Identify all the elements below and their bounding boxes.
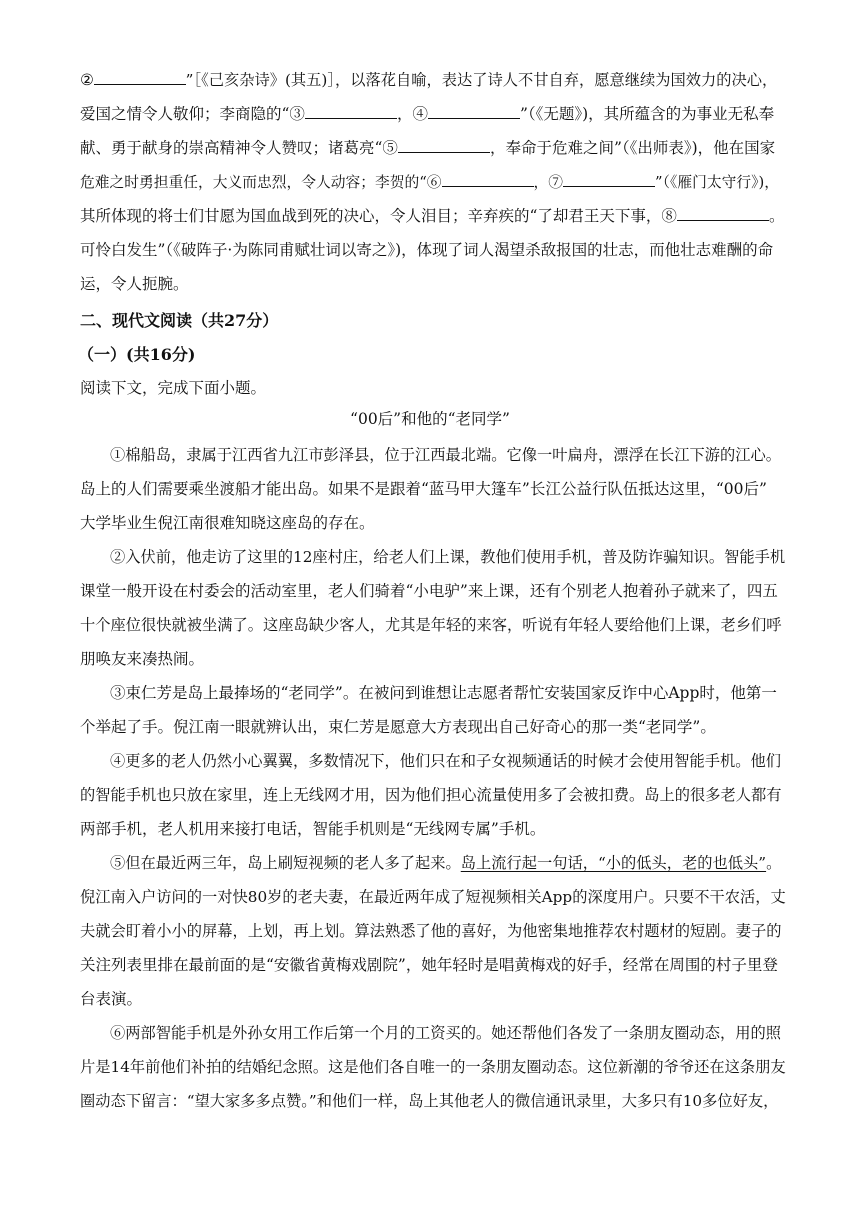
article-line: ③束仁芳是岛上最捧场的“老同学”。在被问到谁想让志愿者帮忙安装国家反诈中心App时，他第一 [110,684,777,702]
article-title: “00后”和他的“老同学” [350,410,510,428]
poem-line-1 [80,70,785,90]
poem-line-6: 可怜白发生”（《破阵子·为陈同甫赋壮词以寄之》)，体现了词人渴望杀敌报国的壮志，而他壮志难酬的命 [80,241,774,259]
text: ”（《雁门太守行》)， [655,174,779,191]
text: ⑤但在最近两三年，岛上刷短视频的老人多了起来。 [110,854,461,872]
answer-blank-8[interactable] [677,206,769,221]
answer-blank-6[interactable] [442,172,534,187]
text: 危难之时勇担重任，大义而忠烈，令人动容；李贺的“⑥ [80,174,442,191]
text: ”（《无题》)，其所蕴含的为事业无私奉 [519,105,775,123]
article-line: 课堂一般开设在村委会的活动室里，老人们骑着“小电驴”来上课，还有个别老人抱着孙子就来了，四五 [80,582,778,600]
text: ，⑦ [533,174,564,191]
article-line: ⑥两部智能手机是外孙女用工作后第一个月的工资买的。她还帮他们各发了一条朋友圈动态，用的照 [110,1024,781,1042]
poem-line-4 [80,172,785,193]
answer-blank-5[interactable] [398,138,490,153]
article-line: 夫就会盯着小小的屏幕，上划，再上划。算法熟悉了他的喜好，为他密集地推荐农村题材的短剧。妻子的 [80,922,782,940]
text: ，奉命于危难之间”（《出师表》)，他在国家 [489,139,776,157]
poem-line-3 [80,138,785,158]
text: ”［《己亥杂诗》(其五)］，以落花自喻，表达了诗人不甘自弃，愿意继续为国效力的决心， [185,71,778,89]
sub-section-heading: （一）(共16分) [78,345,196,364]
article-line: 朋唤友来凑热闹。 [80,650,205,668]
article-line: 两部手机，老人机用来接打电话，智能手机则是“无线网专属”手机。 [80,820,546,838]
article-line: 的智能手机也只放在家里，连上无线网才用，因为他们担心流量使用多了会被扣费。岛上的很多老人都有 [80,786,782,804]
article-line: 圈动态下留言：“望大家多多点赞。”和他们一样，岛上其他老人的微信通讯录里，大多只有10多位好友， [80,1092,779,1110]
text: ，④ [396,105,428,123]
article-line: ④更多的老人仍然小心翼翼，多数情况下，他们只在和子女视频通话的时候才会使用智能手机。他们 [110,752,781,770]
poem-line-5 [80,206,785,226]
article-line: ②入伏前，他走访了这里的12座村庄，给老人们上课，教他们使用手机，普及防诈骗知识。智能手机 [110,548,786,566]
text: 其所体现的将士们甘愿为国血战到死的决心，令人泪目；辛弃疾的“了却君王天下事，⑧ [80,207,677,225]
instruction: 阅读下文，完成下面小题。 [80,379,267,397]
article-line: 倪江南入户访问的一对快80岁的老夫妻，在最近两年成了短视频相关App的深度用户。只要不干农活，丈 [80,888,786,906]
article-line: 台表演。 [80,990,143,1008]
text: ② [80,71,94,89]
text: 。 [766,854,782,872]
article-line: 大学毕业生倪江南很难知晓这座岛的存在。 [80,514,375,532]
poem-line-2 [80,104,785,124]
text: 。 [768,207,785,225]
answer-blank-4[interactable] [428,104,520,119]
answer-blank-3[interactable] [305,104,397,119]
underlined-sentence: 岛上流行起一句话，“小的低头，老的也低头” [460,854,767,872]
article-line: 十个座位很快就被坐满了。这座岛缺少客人，尤其是年轻的来客，听说有年轻人要给他们上课，老乡们呼 [80,616,782,634]
article-line: 关注列表里排在最前面的是“安徽省黄梅戏剧院”，她年轻时是唱黄梅戏的好手，经常在周围的村子里登 [80,956,778,974]
article-line: 岛上的人们需要乘坐渡船才能出岛。如果不是跟着“蓝马甲大篷车”长江公益行队伍抵达这里，“00后” [80,480,767,498]
article-line [110,853,785,873]
article-line: 片是14年前他们补拍的结婚纪念照。这是他们各自唯一的一条朋友圈动态。这位新潮的爷爷还在这条朋友 [80,1058,786,1076]
text: 爱国之情令人敬仰；李商隐的“③ [80,105,305,123]
answer-blank-7[interactable] [563,172,655,187]
text: 献、勇于献身的崇高精神令人赞叹；诸葛亮“⑤ [80,139,398,157]
section-heading: 二、现代文阅读（共27分） [80,311,279,330]
answer-blank-2[interactable] [94,70,186,85]
article-line: 个举起了手。倪江南一眼就辨认出，束仁芳是愿意大方表现出自己好奇心的那一类“老同学”。 [80,718,716,736]
poem-line-7: 运，令人扼腕。 [80,275,189,293]
article-line: ①棉船岛，隶属于江西省九江市彭泽县，位于江西最北端。它像一叶扁舟，漂浮在长江下游的江心。 [110,446,781,464]
